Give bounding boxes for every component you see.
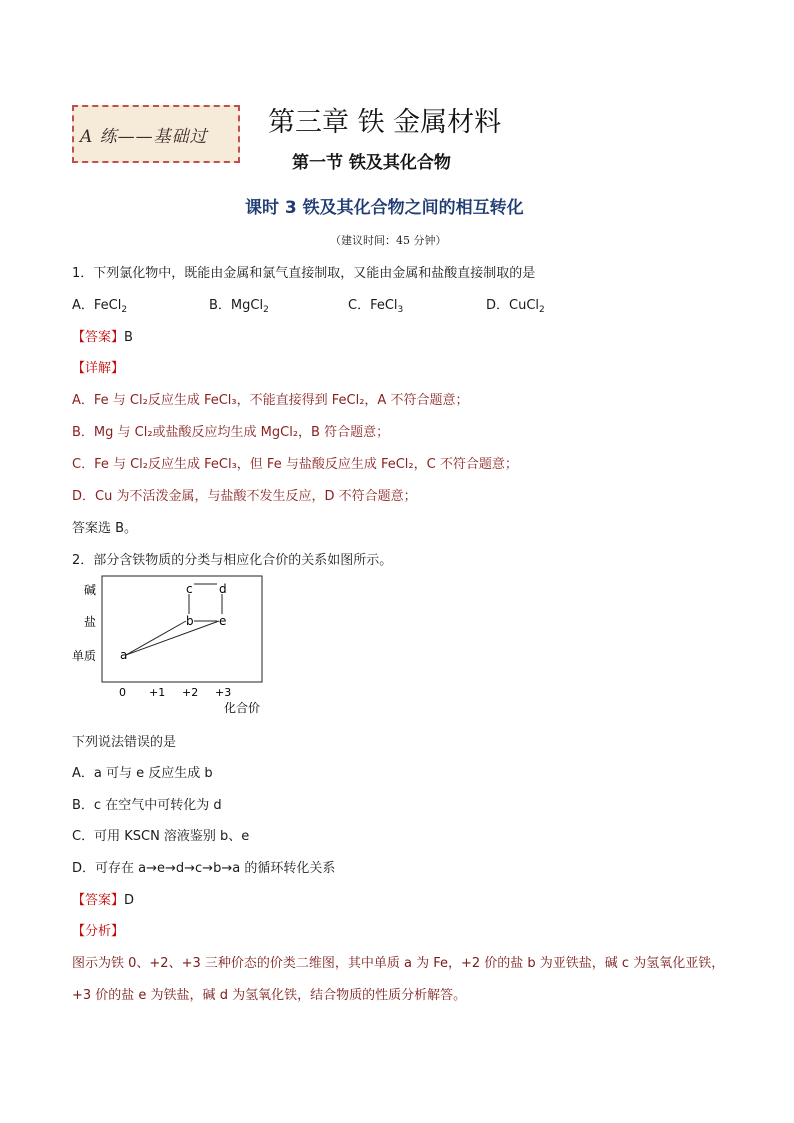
q1-conclusion: 答案选 B。 <box>72 521 138 536</box>
q1-explanation-d: D．Cu 为不活泼金属，与盐酸不发生反应，D 不符合题意； <box>72 489 417 504</box>
q2-option-b: B．c 在空气中可转化为 d <box>72 798 222 813</box>
lesson-title: 课时 3 铁及其化合物之间的相互转化 <box>245 198 524 218</box>
q1-answer: 【答案】B <box>72 330 133 345</box>
chart-edge-a-b <box>126 621 186 655</box>
chart-point-b: b <box>186 614 194 628</box>
q2-stem: 2．部分含铁物质的分类与相应化合价的关系如图所示。 <box>72 553 393 568</box>
q1-option-d: D．CuCl$_2$ <box>486 298 545 315</box>
x-tick-label: +3 <box>215 686 232 699</box>
q2-option-c: C．可用 KSCN 溶液鉴别 b、e <box>72 829 250 844</box>
q2-analysis-line-1: 图示为铁 0、+2、+3 三种价态的价类二维图，其中单质 a 为 Fe，+2 价的盐 b 为亚铁盐，碱 c 为氢氧化亚铁， <box>72 956 725 971</box>
chart-point-d: d <box>219 582 227 596</box>
q1-explanation-c: C．Fe 与 Cl₂反应生成 FeCl₃，但 Fe 与盐酸反应生成 FeCl₂，C 不符合题意； <box>72 457 518 472</box>
section-title: 第一节 铁及其化合物 <box>292 153 451 173</box>
q1-option-b: B．MgCl$_2$ <box>209 298 269 315</box>
chart-point-e: e <box>219 614 227 628</box>
chart-point-a: a <box>120 648 128 662</box>
x-tick-label: 0 <box>119 686 126 699</box>
valence-category-chart <box>72 574 278 715</box>
chart-edge-a-e <box>126 621 219 655</box>
chart-point-c: c <box>186 582 193 596</box>
q1-explanation-b: B．Mg 与 Cl₂或盐酸反应均生成 MgCl₂，B 符合题意； <box>72 425 390 440</box>
q2-analysis-line-2: +3 价的盐 e 为铁盐，碱 d 为氢氧化铁，结合物质的性质分析解答。 <box>72 988 467 1003</box>
practice-badge-label: A 练——基础过 <box>80 127 208 147</box>
x-tick-label: +1 <box>149 686 166 699</box>
q1-detail-tag: 【详解】 <box>72 361 125 376</box>
q1-option-a: A．FeCl$_2$ <box>72 298 128 315</box>
y-tick-label: 单质 <box>72 649 97 663</box>
y-tick-label: 盐 <box>84 615 97 629</box>
q2-option-a: A．a 可与 e 反应生成 b <box>72 766 213 781</box>
q2-question: 下列说法错误的是 <box>72 735 177 750</box>
answer-tag: 【答案】 <box>72 330 125 345</box>
q2-option-d: D．可存在 a→e→d→c→b→a 的循环转化关系 <box>72 861 336 876</box>
q1-option-c: C．FeCl$_3$ <box>348 298 404 315</box>
suggested-time: （建议时间：45 分钟） <box>330 234 447 247</box>
q1-explanation-a: A．Fe 与 Cl₂反应生成 FeCl₃，不能直接得到 FeCl₂，A 不符合题意； <box>72 393 469 408</box>
chart-frame <box>102 576 262 682</box>
q1-stem: 1．下列氯化物中，既能由金属和氯气直接制取，又能由金属和盐酸直接制取的是 <box>72 266 536 281</box>
x-tick-label: +2 <box>182 686 199 699</box>
y-tick-label: 碱 <box>84 583 97 597</box>
answer-tag: 【答案】 <box>72 893 125 908</box>
q2-analysis-tag: 【分析】 <box>72 924 125 939</box>
q2-answer: 【答案】D <box>72 893 135 908</box>
x-axis-label: 化合价 <box>224 701 261 715</box>
chapter-title: 第三章 铁 金属材料 <box>268 107 502 138</box>
